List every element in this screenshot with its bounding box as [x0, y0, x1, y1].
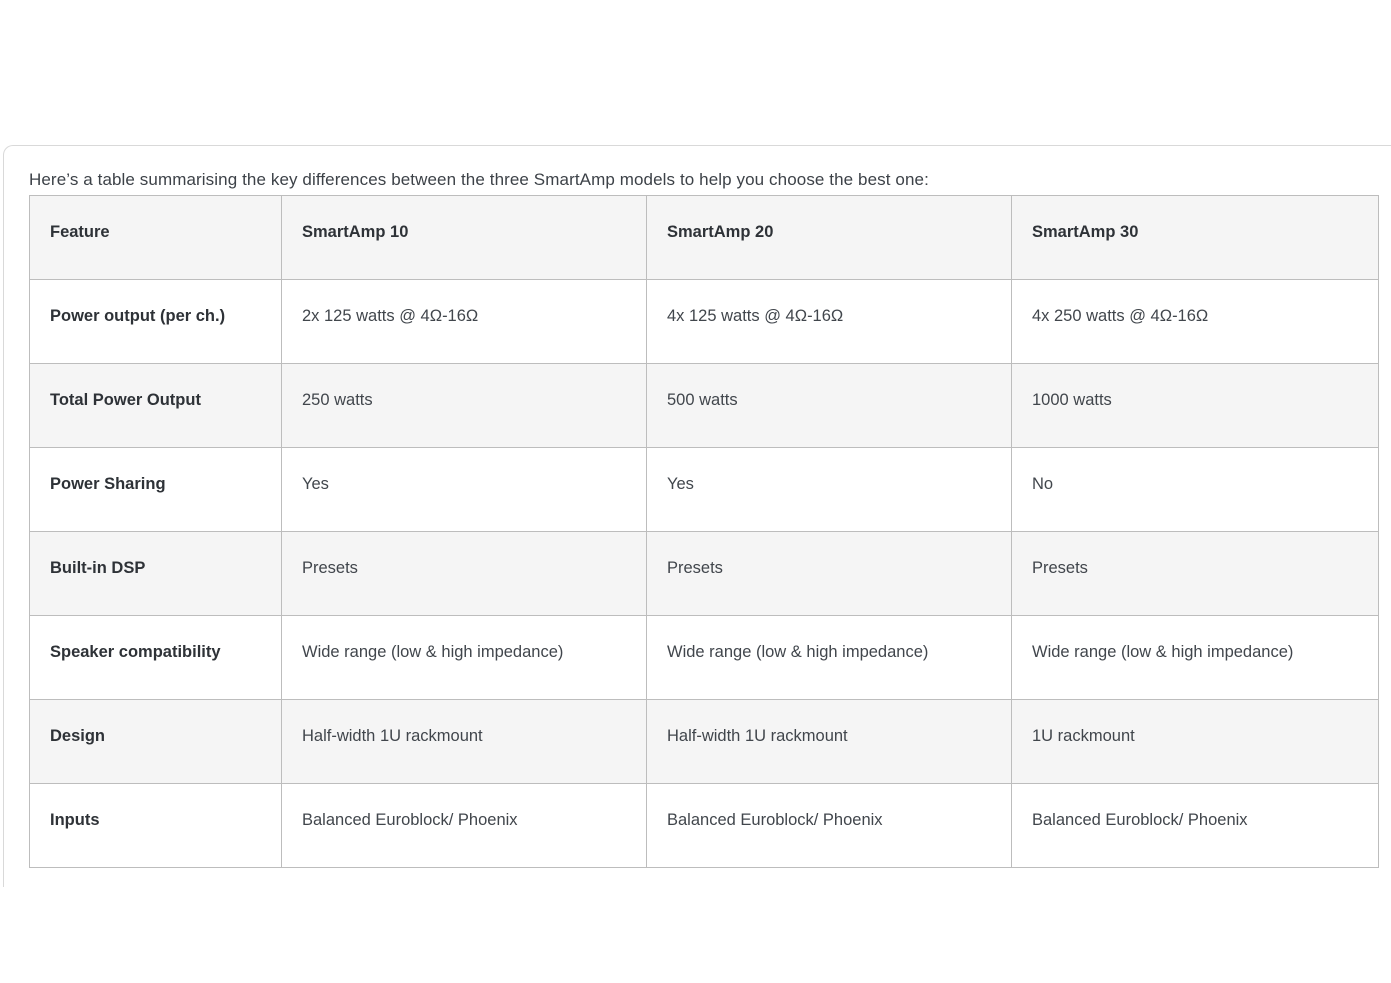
- column-header-smartamp-10: SmartAmp 10: [282, 196, 647, 280]
- answer-container: [3, 145, 1391, 887]
- feature-cell: Speaker compatibility: [30, 616, 282, 700]
- feature-cell: Design: [30, 700, 282, 784]
- intro-text: Here’s a table summarising the key differences between the three SmartAmp models to help you choose the best one:: [29, 170, 929, 189]
- table-row: [30, 784, 1379, 868]
- table-header-row: [30, 196, 1379, 280]
- value-cell: Balanced Euroblock/ Phoenix: [1012, 784, 1379, 868]
- value-cell: 4x 125 watts @ 4Ω-16Ω: [647, 280, 1012, 364]
- value-cell: No: [1012, 448, 1379, 532]
- value-cell: 4x 250 watts @ 4Ω-16Ω: [1012, 280, 1379, 364]
- value-cell: Presets: [647, 532, 1012, 616]
- feature-cell: Inputs: [30, 784, 282, 868]
- value-cell: Half-width 1U rackmount: [282, 700, 647, 784]
- feature-cell: Total Power Output: [30, 364, 282, 448]
- column-header-feature: Feature: [30, 196, 282, 280]
- feature-cell: Power Sharing: [30, 448, 282, 532]
- table-row: [30, 364, 1379, 448]
- value-cell: Wide range (low & high impedance): [282, 616, 647, 700]
- feature-cell: Built-in DSP: [30, 532, 282, 616]
- column-header-smartamp-30: SmartAmp 30: [1012, 196, 1379, 280]
- value-cell: Wide range (low & high impedance): [1012, 616, 1379, 700]
- comparison-table: [29, 195, 1379, 868]
- table-row: [30, 280, 1379, 364]
- value-cell: Balanced Euroblock/ Phoenix: [282, 784, 647, 868]
- value-cell: Yes: [282, 448, 647, 532]
- value-cell: 2x 125 watts @ 4Ω-16Ω: [282, 280, 647, 364]
- answer-content: [4, 146, 1391, 868]
- table-row: [30, 616, 1379, 700]
- value-cell: Presets: [1012, 532, 1379, 616]
- table-row: [30, 532, 1379, 616]
- value-cell: Half-width 1U rackmount: [647, 700, 1012, 784]
- column-header-smartamp-20: SmartAmp 20: [647, 196, 1012, 280]
- value-cell: Balanced Euroblock/ Phoenix: [647, 784, 1012, 868]
- value-cell: 1000 watts: [1012, 364, 1379, 448]
- table-row: [30, 448, 1379, 532]
- table-body: [30, 280, 1379, 868]
- table-row: [30, 700, 1379, 784]
- feature-cell: Power output (per ch.): [30, 280, 282, 364]
- value-cell: Presets: [282, 532, 647, 616]
- value-cell: Yes: [647, 448, 1012, 532]
- value-cell: 1U rackmount: [1012, 700, 1379, 784]
- value-cell: Wide range (low & high impedance): [647, 616, 1012, 700]
- value-cell: 500 watts: [647, 364, 1012, 448]
- value-cell: 250 watts: [282, 364, 647, 448]
